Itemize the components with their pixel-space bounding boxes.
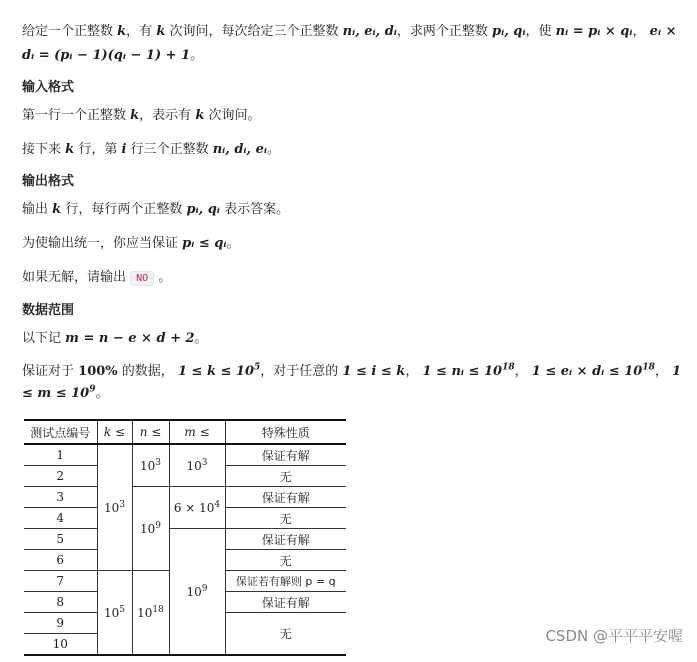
table-row [24, 529, 346, 550]
val-base: 10 [186, 584, 202, 599]
intro-text: 。 [190, 48, 204, 63]
math-formula [178, 364, 260, 379]
math-percent: 100% [78, 364, 118, 379]
text: ， [514, 364, 528, 379]
text: ， [654, 364, 668, 379]
table-row [24, 487, 346, 508]
property-cell: 保证有解 [225, 444, 346, 466]
input-heading: 输入格式 [22, 80, 75, 95]
text: 接下来 [22, 142, 62, 157]
math-formula: eᵢ × dᵢ = (pᵢ − 1)(qᵢ − 1) + 1 [22, 24, 677, 63]
property-cell: 无 [225, 613, 346, 656]
input-line-1 [22, 104, 682, 128]
text: 行，第 [78, 142, 118, 157]
test-id-cell: 2 [24, 466, 97, 487]
val-exp: 3 [155, 457, 161, 468]
m-cell [169, 529, 225, 656]
formula-base: 1 ≤ m ≤ 10 [22, 364, 682, 401]
val-base: 10 [139, 458, 156, 473]
test-id-cell: 3 [24, 487, 97, 508]
math-formula [532, 364, 655, 379]
output-line-2 [22, 232, 682, 256]
property-cell: 保证有解 [225, 487, 346, 508]
test-id-cell: 5 [24, 529, 97, 550]
header-m: m ≤ [169, 420, 225, 444]
text: 次询问。 [208, 108, 261, 123]
k-cell [97, 444, 132, 571]
text: 。 [226, 236, 240, 251]
output-line-1 [22, 198, 682, 222]
text: ， [405, 364, 419, 379]
property-cell: 保证有解 [225, 592, 346, 613]
text: ，对于任意的 [260, 364, 339, 379]
val-base: 10 [139, 521, 156, 536]
range-heading: 数据范围 [22, 303, 75, 318]
intro-paragraph [22, 20, 682, 68]
property-cell: 保证有解 [225, 529, 346, 550]
text: 输出 [22, 202, 49, 217]
text: 行，每行两个正整数 [65, 202, 183, 217]
n-cell [132, 487, 169, 571]
text: 以下记 [22, 331, 62, 346]
val-exp: 9 [155, 520, 161, 531]
math-vars: pᵢ, qᵢ [186, 202, 220, 217]
m-cell [169, 444, 225, 487]
property-cell: 无 [225, 508, 346, 529]
math-formula: m = n − e × d + 2 [65, 331, 195, 346]
math-var: k [195, 108, 205, 123]
no-code-literal: NO [130, 271, 154, 286]
val-base: 10 [137, 605, 153, 620]
text: 。 [194, 331, 208, 346]
intro-text: ，求两个正整数 [396, 24, 488, 39]
text: 如果无解，请输出 [22, 270, 127, 285]
math-vars: pᵢ, qᵢ [492, 24, 526, 39]
math-formula: nᵢ = pᵢ × qᵢ [555, 24, 633, 39]
val-base: 10 [103, 500, 120, 515]
property-cell: 无 [225, 550, 346, 571]
header-k: k ≤ [97, 420, 132, 444]
test-id-cell: 9 [24, 613, 97, 634]
math-vars: nᵢ, eᵢ, dᵢ [342, 24, 397, 39]
output-line-3 [22, 266, 682, 291]
test-id-cell: 8 [24, 592, 97, 613]
n-cell [132, 571, 169, 656]
formula-exp: 5 [254, 362, 261, 373]
intro-text: ， [632, 24, 646, 39]
math-var: i [121, 142, 127, 157]
range-line-2 [22, 361, 682, 405]
table-header-row [24, 420, 346, 444]
n-cell [132, 444, 169, 487]
property-cell: 保证若有解则 p = q [225, 571, 346, 592]
math-var: k [156, 24, 166, 39]
val-base: 10 [186, 458, 202, 473]
formula-exp: 18 [502, 362, 515, 373]
intro-text: ，有 [126, 24, 153, 39]
test-id-cell: 4 [24, 508, 97, 529]
math-formula: 1 ≤ i ≤ k [342, 364, 406, 379]
test-id-cell: 10 [24, 634, 97, 656]
test-id-cell: 6 [24, 550, 97, 571]
text: 行三个正整数 [130, 142, 209, 157]
m-cell [169, 487, 225, 529]
val-exp: 4 [214, 499, 221, 510]
text: 。 [158, 270, 172, 285]
text: 第一行一个正整数 [22, 108, 127, 123]
math-var: k [130, 108, 140, 123]
intro-text: ，使 [525, 24, 552, 39]
range-line-1 [22, 327, 682, 351]
math-formula [422, 364, 514, 379]
output-heading: 输出格式 [22, 174, 75, 189]
header-test-id: 测试点编号 [24, 420, 97, 444]
text: 。 [95, 386, 109, 401]
val-exp: 3 [119, 499, 125, 510]
math-var: k [117, 24, 127, 39]
test-id-cell: 1 [24, 444, 97, 466]
val-exp: 18 [152, 604, 164, 615]
k-cell [97, 571, 132, 656]
intro-text: 给定一个正整数 [22, 24, 114, 39]
math-var: k [52, 202, 62, 217]
math-formula: pᵢ ≤ qᵢ [182, 236, 227, 251]
text: 为使输出统一，你应当保证 [22, 236, 179, 251]
val-exp: 5 [119, 604, 125, 615]
problem-statement [22, 20, 682, 415]
text: 表示答案。 [224, 202, 290, 217]
text: 。 [266, 142, 280, 157]
math-vars: nᵢ, dᵢ, eᵢ [212, 142, 267, 157]
val-exp: 9 [201, 583, 208, 594]
formula-exp: 9 [89, 384, 96, 395]
header-property: 特殊性质 [225, 420, 346, 444]
header-n: n ≤ [132, 420, 169, 444]
formula-base: 1 ≤ eᵢ × dᵢ ≤ 10 [531, 364, 643, 379]
val-base: 10 [103, 605, 120, 620]
text: ，表示有 [139, 108, 192, 123]
formula-exp: 18 [642, 362, 655, 373]
val-exp: 3 [201, 457, 208, 468]
property-cell: 无 [225, 466, 346, 487]
table-row [24, 444, 346, 466]
intro-text: 次询问，每次给定三个正整数 [169, 24, 339, 39]
formula-base: 1 ≤ k ≤ 10 [177, 364, 254, 379]
input-line-2 [22, 138, 682, 162]
math-var: k [65, 142, 75, 157]
formula-base: 1 ≤ nᵢ ≤ 10 [422, 364, 503, 379]
text: 保证对于 [22, 364, 75, 379]
text: 的数据， [121, 364, 174, 379]
csdn-watermark: CSDN @平平平安喔 [545, 627, 683, 645]
test-id-cell: 7 [24, 571, 97, 592]
constraints-table [24, 419, 346, 656]
val-base: 6 × 10 [173, 500, 215, 515]
